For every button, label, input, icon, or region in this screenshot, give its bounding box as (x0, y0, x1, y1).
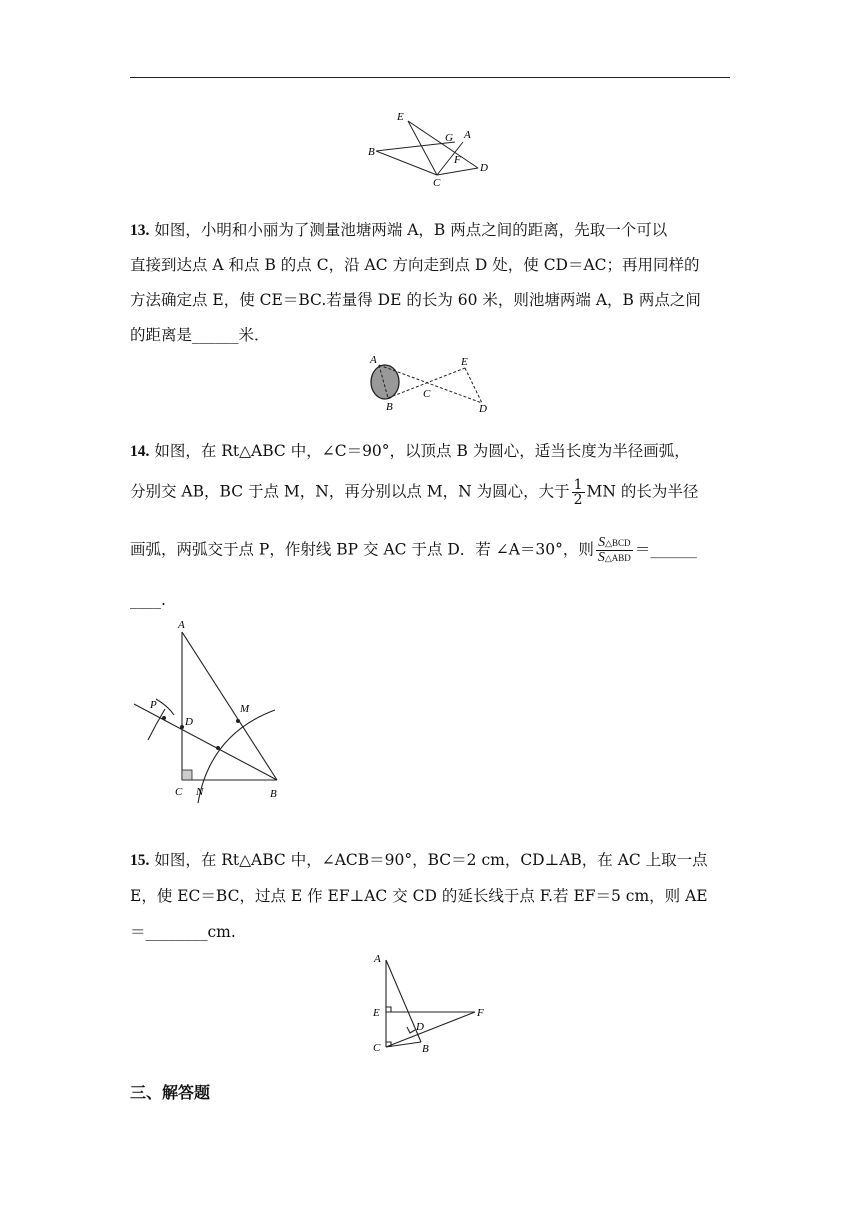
q14-line4: ____. (130, 591, 166, 609)
q14-line3a: 画弧，两弧交于点 P，作射线 BP 交 AC 于点 D．若 ∠A＝30°，则 (130, 540, 594, 559)
label-f: F (477, 1007, 484, 1019)
area-ratio (596, 536, 633, 565)
segment-bc (376, 151, 437, 175)
q15-line1: 如图，在 Rt△ABC 中，∠ACB＝90°，BC＝2 cm，CD⊥AB，在 AC 上取一点 (154, 851, 708, 869)
ratio-denominator-sub: △ABD (604, 553, 631, 563)
label-n: N (196, 786, 204, 798)
label-c: C (373, 1042, 381, 1054)
label-c: C (423, 388, 431, 400)
label-a: A (178, 619, 185, 631)
ratio-numerator: S (598, 535, 606, 550)
ray-bp (134, 704, 277, 780)
q13-line3: 方法确定点 E，使 CE＝BC.若量得 DE 的长为 60 米，则池塘两端 A，B 两点之间 (130, 291, 701, 309)
segment-ed (465, 368, 482, 403)
q14-line2a: 分别交 AB，BC 于点 M，N，再分别以点 M，N 为圆心，大于 (130, 482, 570, 501)
label-g: G (445, 132, 453, 144)
fraction-one-half (572, 478, 585, 507)
segment-cf (386, 1012, 475, 1047)
point-p (162, 716, 166, 720)
label-b: B (386, 401, 393, 413)
label-f: F (454, 154, 461, 166)
label-d: D (185, 716, 193, 728)
q15-line2: E，使 EC＝BC，过点 E 作 EF⊥AC 交 CD 的延长线于点 F.若 EF＝5 cm，则 AE (130, 887, 708, 905)
label-e: E (461, 356, 468, 368)
ratio-denominator: S (597, 550, 605, 565)
right-angle-mark (182, 770, 192, 780)
label-a: A (370, 354, 377, 366)
segment-cd (437, 168, 478, 175)
fraction-numerator: 1 (573, 477, 583, 493)
q14-line2b: MN 的长为半径 (586, 482, 699, 501)
section-title: 三、解答题 (130, 1083, 211, 1102)
arc-mn (198, 710, 275, 803)
segment-ab (182, 632, 277, 780)
label-c: C (433, 177, 441, 189)
segment-ba (376, 142, 455, 151)
arc-p-lower (148, 709, 165, 740)
label-d: D (416, 1021, 424, 1033)
point-d (180, 725, 184, 729)
label-b: B (368, 146, 375, 158)
figure-q12 (360, 108, 500, 190)
ratio-numerator-sub: △BCD (605, 538, 631, 548)
figure-q13 (362, 350, 502, 416)
label-e: E (373, 1007, 380, 1019)
question-number: 15. (130, 852, 150, 869)
arc-p-upper (156, 699, 174, 715)
figure-q15 (368, 950, 498, 1060)
label-a: A (374, 953, 381, 965)
question-number: 13. (130, 222, 150, 239)
label-b: B (422, 1043, 429, 1055)
right-angle-e (386, 1007, 391, 1012)
right-angle-d (407, 1027, 415, 1033)
q15-line3: ＝________cm. (130, 923, 236, 941)
question-number: 14. (130, 443, 150, 460)
q13-line1: 如图，小明和小丽为了测量池塘两端 A，B 两点之间的距离，先取一个可以 (154, 221, 668, 239)
q13-line4: 的距离是______米． (130, 326, 270, 344)
point-m (236, 719, 240, 723)
label-a: A (464, 129, 471, 141)
label-c: C (175, 786, 183, 798)
figure-q14 (130, 614, 290, 804)
label-m: M (240, 703, 250, 715)
point-arc-ray (216, 746, 220, 750)
label-b: B (270, 788, 277, 800)
label-d: D (480, 162, 488, 174)
q13-line2: 直接到达点 A 和点 B 的点 C，沿 AC 方向走到点 D 处，使 CD＝AC；再用同样的 (130, 256, 700, 274)
label-e: E (397, 111, 404, 123)
label-p: P (150, 699, 157, 711)
fraction-denominator: 2 (573, 492, 583, 508)
header-rule (130, 77, 730, 78)
pond-shape (371, 365, 399, 399)
label-d: D (479, 403, 487, 415)
segment-ec (408, 121, 437, 175)
q14-line3b: ＝______ (634, 540, 697, 559)
q14-line1: 如图，在 Rt△ABC 中，∠C＝90°，以顶点 B 为圆心，适当长度为半径画弧， (154, 442, 690, 460)
